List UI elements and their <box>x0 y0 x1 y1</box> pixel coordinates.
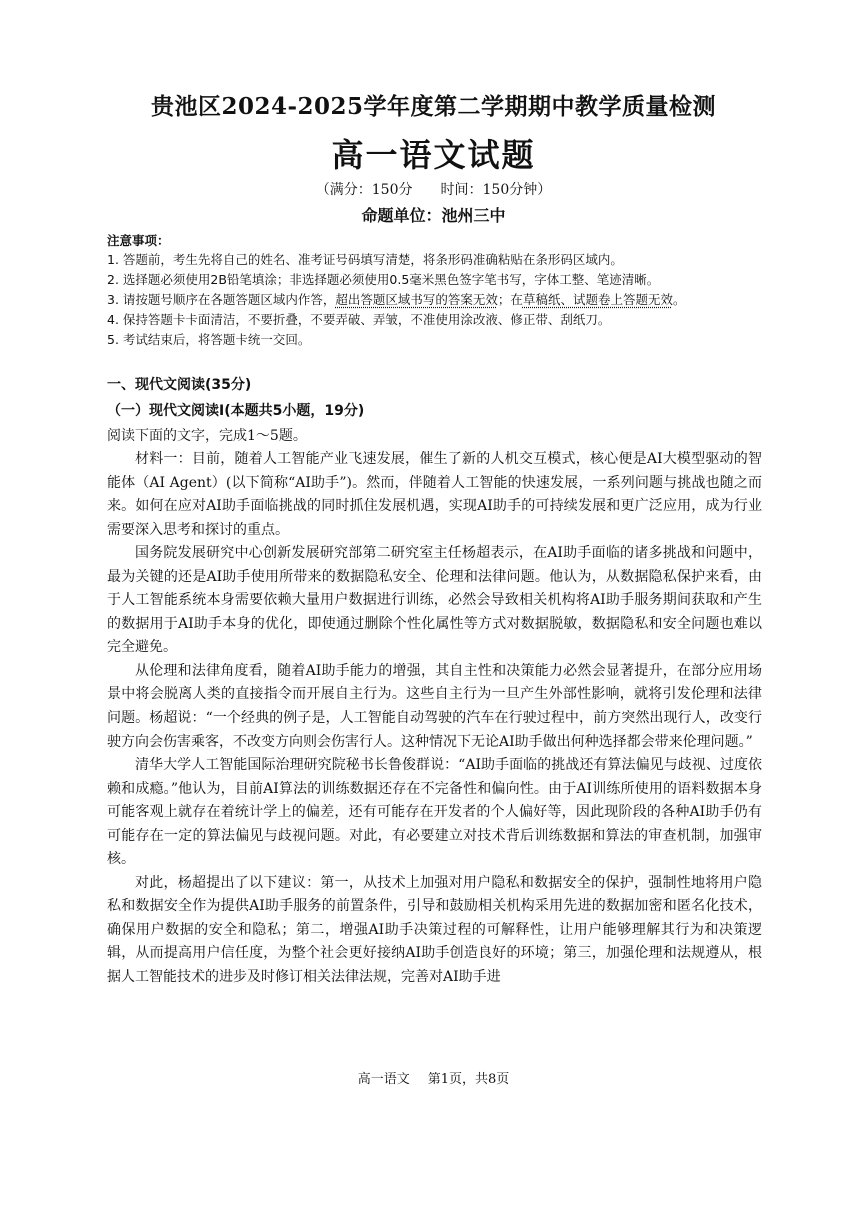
note-item: 3. 请按题号顺序在各题答题区域内作答，超出答题区域书写的答案无效；在草稿纸、试题卷上答题无效。 <box>107 292 686 307</box>
note-item: 2. 选择题必须使用2B铅笔填涂；非选择题必须使用0.5毫米黑色签字笔书写，字体工整、笔迹清晰。 <box>107 272 660 287</box>
note-item: 1. 答题前，考生先将自己的姓名、准考证号码填写清楚，将条形码准确粘贴在条形码区域内。 <box>107 252 623 267</box>
issuing-unit: 命题单位：池州三中 <box>361 206 506 225</box>
passage-paragraph: 国务院发展研究中心创新发展研究部第二研究室主任杨超表示，在AI助手面临的诸多挑战和问题中，最为关键的还是AI助手使用所带来的数据隐私安全、伦理和法律问题。他认为，从数据隐私保护来看，由于人工智能系统本身需要依赖大量用户数据进行训练，必然会导致相关机构将AI助手服务期间获取和产生的数据用于AI助手本身的优化，即使通过删除个性化属性等方式对数据脱敏，数据隐私和安全问题也难以完全避免。 <box>107 545 762 656</box>
passage-paragraph: 清华大学人工智能国际治理研究院秘书长鲁俊群说：“AI助手面临的挑战还有算法偏见与歧视、过度依赖和成瘾。”他认为，目前AI算法的训练数据还存在不完备性和偏向性。由于AI训练所使用的语料数据本身可能客观上就存在着统计学上的偏差，还有可能存在开发者的个人偏好等，因此现阶段的各种AI助手仍有可能存在一定的算法偏见与歧视问题。对此，有必要建立对技术背后训练数据和算法的审查机制，加强审核。 <box>107 757 762 868</box>
emphasis-text: 草稿纸、试题卷上答题无效 <box>522 292 673 307</box>
note-item: 5. 考试结束后，将答题卡统一交回。 <box>107 332 311 347</box>
full-score: （满分：150分 <box>315 182 413 198</box>
passage-paragraph: 从伦理和法律角度看，随着AI助手能力的增强，其自主性和决策能力必然会显著提升，在部分应用场景中将会脱离人类的直接指令而开展自主行为。这些自主行为一旦产生外部性影响，就将引发伦理和法律问题。杨超说：“一个经典的例子是，人工智能自动驾驶的汽车在行驶过程中，前方突然出现行人，改变行驶方向会伤害乘客，不改变方向则会伤害行人。这种情况下无论AI助手做出何种选择都会带来伦理问题。” <box>107 662 762 750</box>
exam-time: 时间：150分钟） <box>440 182 552 198</box>
page-number: 第1页，共8页 <box>427 1072 510 1087</box>
note-item: 4. 保持答题卡卡面清洁，不要折叠，不要弄破、弄皱，不准使用涂改液、修正带、刮纸刀。 <box>107 312 611 327</box>
section-heading: 一、现代文阅读(35分) <box>107 377 252 393</box>
emphasis-text: 超出答题区域书写的答案无效 <box>335 292 498 307</box>
reading-instruction: 阅读下面的文字，完成1～5题。 <box>107 428 307 444</box>
exam-subtitle: 高一语文试题 <box>331 136 536 174</box>
footer-subject: 高一语文 <box>357 1072 410 1087</box>
notes-heading: 注意事项： <box>107 233 170 248</box>
exam-title: 贵池区2024-2025学年度第二学期期中教学质量检测 <box>150 93 717 120</box>
exam-meta <box>0 179 867 199</box>
passage-paragraph: 材料一：目前，随着人工智能产业飞速发展，催生了新的人机交互模式，核心便是AI大模型驱动的智能体（AI Agent）(以下简称“AI助手”)。然而，伴随着人工智能的快速发展，一系列问题与挑战也随之而来。如何在应对AI助手面临挑战的同时抓住发展机遇，实现AI助手的可持续发展和更广泛应用，成为行业需要深入思考和探讨的重点。 <box>107 451 762 538</box>
passage-paragraph: 对此，杨超提出了以下建议：第一，从技术上加强对用户隐私和数据安全的保护，强制性地将用户隐私和数据安全作为提供AI助手服务的前置条件，引导和鼓励相关机构采用先进的数据加密和匿名化技术，确保用户数据的安全和隐私；第二，增强AI助手决策过程的可解释性，让用户能够理解其行为和决策逻辑，从而提高用户信任度，为整个社会更好接纳AI助手创造良好的环境；第三，加强伦理和法规遵从，根据人工智能技术的进步及时修订相关法律法规，完善对AI助手进 <box>107 874 762 986</box>
notes-block <box>107 231 807 350</box>
reading-passage <box>107 448 762 990</box>
page-footer <box>0 1068 867 1087</box>
subsection-heading: （一）现代文阅读Ⅰ(本题共5小题，19分) <box>107 403 365 419</box>
